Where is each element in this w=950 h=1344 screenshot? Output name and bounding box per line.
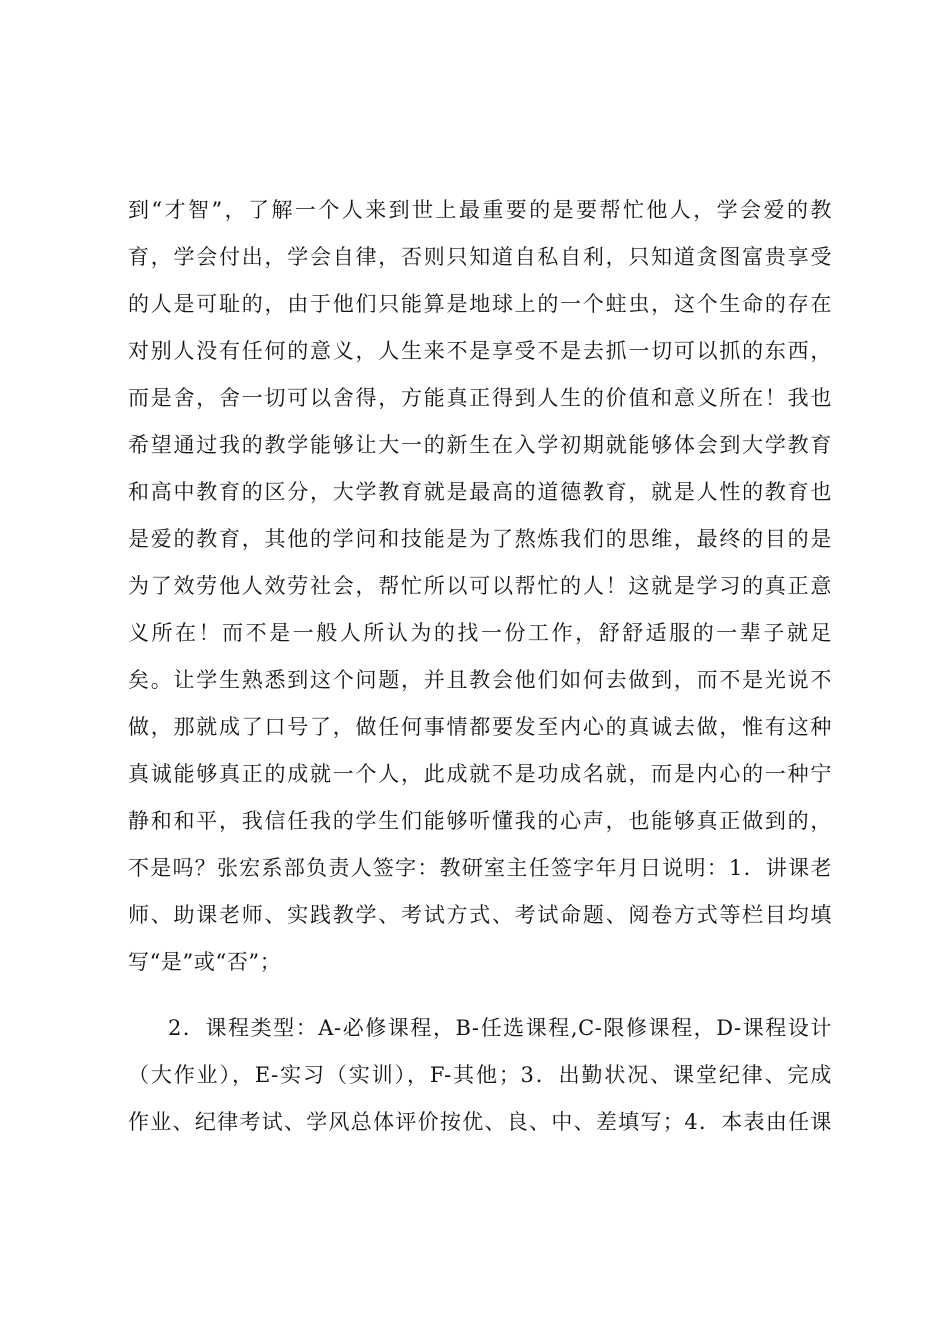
text-line: 义所在！而不是一般人所认为的找一份工作，舒舒适服的一辈子就足 (128, 621, 832, 645)
text-line: 2．课程类型：A-必修课程，B-任选课程,C-限修课程，D-课程设计 (168, 1016, 832, 1040)
text-line: 静和和平，我信任我的学生们能够听懂我的心声，也能够真正做到的， (128, 809, 832, 833)
text-line: 矣。让学生熟悉到这个问题，并且教会他们如何去做到，而不是光说不 (128, 668, 832, 692)
text-line: 为了效劳他人效劳社会，帮忙所以可以帮忙的人！这就是学习的真正意 (128, 574, 832, 598)
text-line: 对别人没有任何的意义，人生来不是享受不是去抓一切可以抓的东西， (128, 339, 832, 363)
text-line: 和高中教育的区分，大学教育就是最高的道德教育，就是人性的教育也 (128, 480, 832, 504)
text-line: 写“是”或“否”； (128, 950, 282, 974)
text-line: （大作业），E-实习（实训），F-其他；3．出勤状况、课堂纪律、完成 (128, 1063, 832, 1087)
text-line: 而是舍，舍一切可以舍得，方能真正得到人生的价值和意义所在！我也 (128, 386, 832, 410)
text-line: 真诚能够真正的成就一个人，此成就不是功成名就，而是内心的一种宁 (128, 762, 832, 786)
text-line: 到“才智”，了解一个人来到世上最重要的是要帮忙他人，学会爱的教 (128, 198, 832, 222)
text-line: 希望通过我的教学能够让大一的新生在入学初期就能够体会到大学教育 (128, 433, 832, 457)
text-line: 不是吗？张宏系部负责人签字：教研室主任签字年月日说明：1．讲课老 (128, 856, 832, 880)
text-line: 的人是可耻的，由于他们只能算是地球上的一个蛀虫，这个生命的存在 (128, 292, 832, 316)
text-line: 师、助课老师、实践教学、考试方式、考试命题、阅卷方式等栏目均填 (128, 903, 832, 927)
text-line: 做，那就成了口号了，做任何事情都要发至内心的真诚去做，惟有这种 (128, 715, 832, 739)
text-line: 育，学会付出，学会自律，否则只知道自私自利，只知道贪图富贵享受 (128, 245, 832, 269)
text-line: 作业、纪律考试、学风总体评价按优、良、中、差填写；4．本表由任课 (128, 1110, 832, 1134)
text-line: 是爱的教育，其他的学问和技能是为了熬炼我们的思维，最终的目的是 (128, 527, 832, 551)
